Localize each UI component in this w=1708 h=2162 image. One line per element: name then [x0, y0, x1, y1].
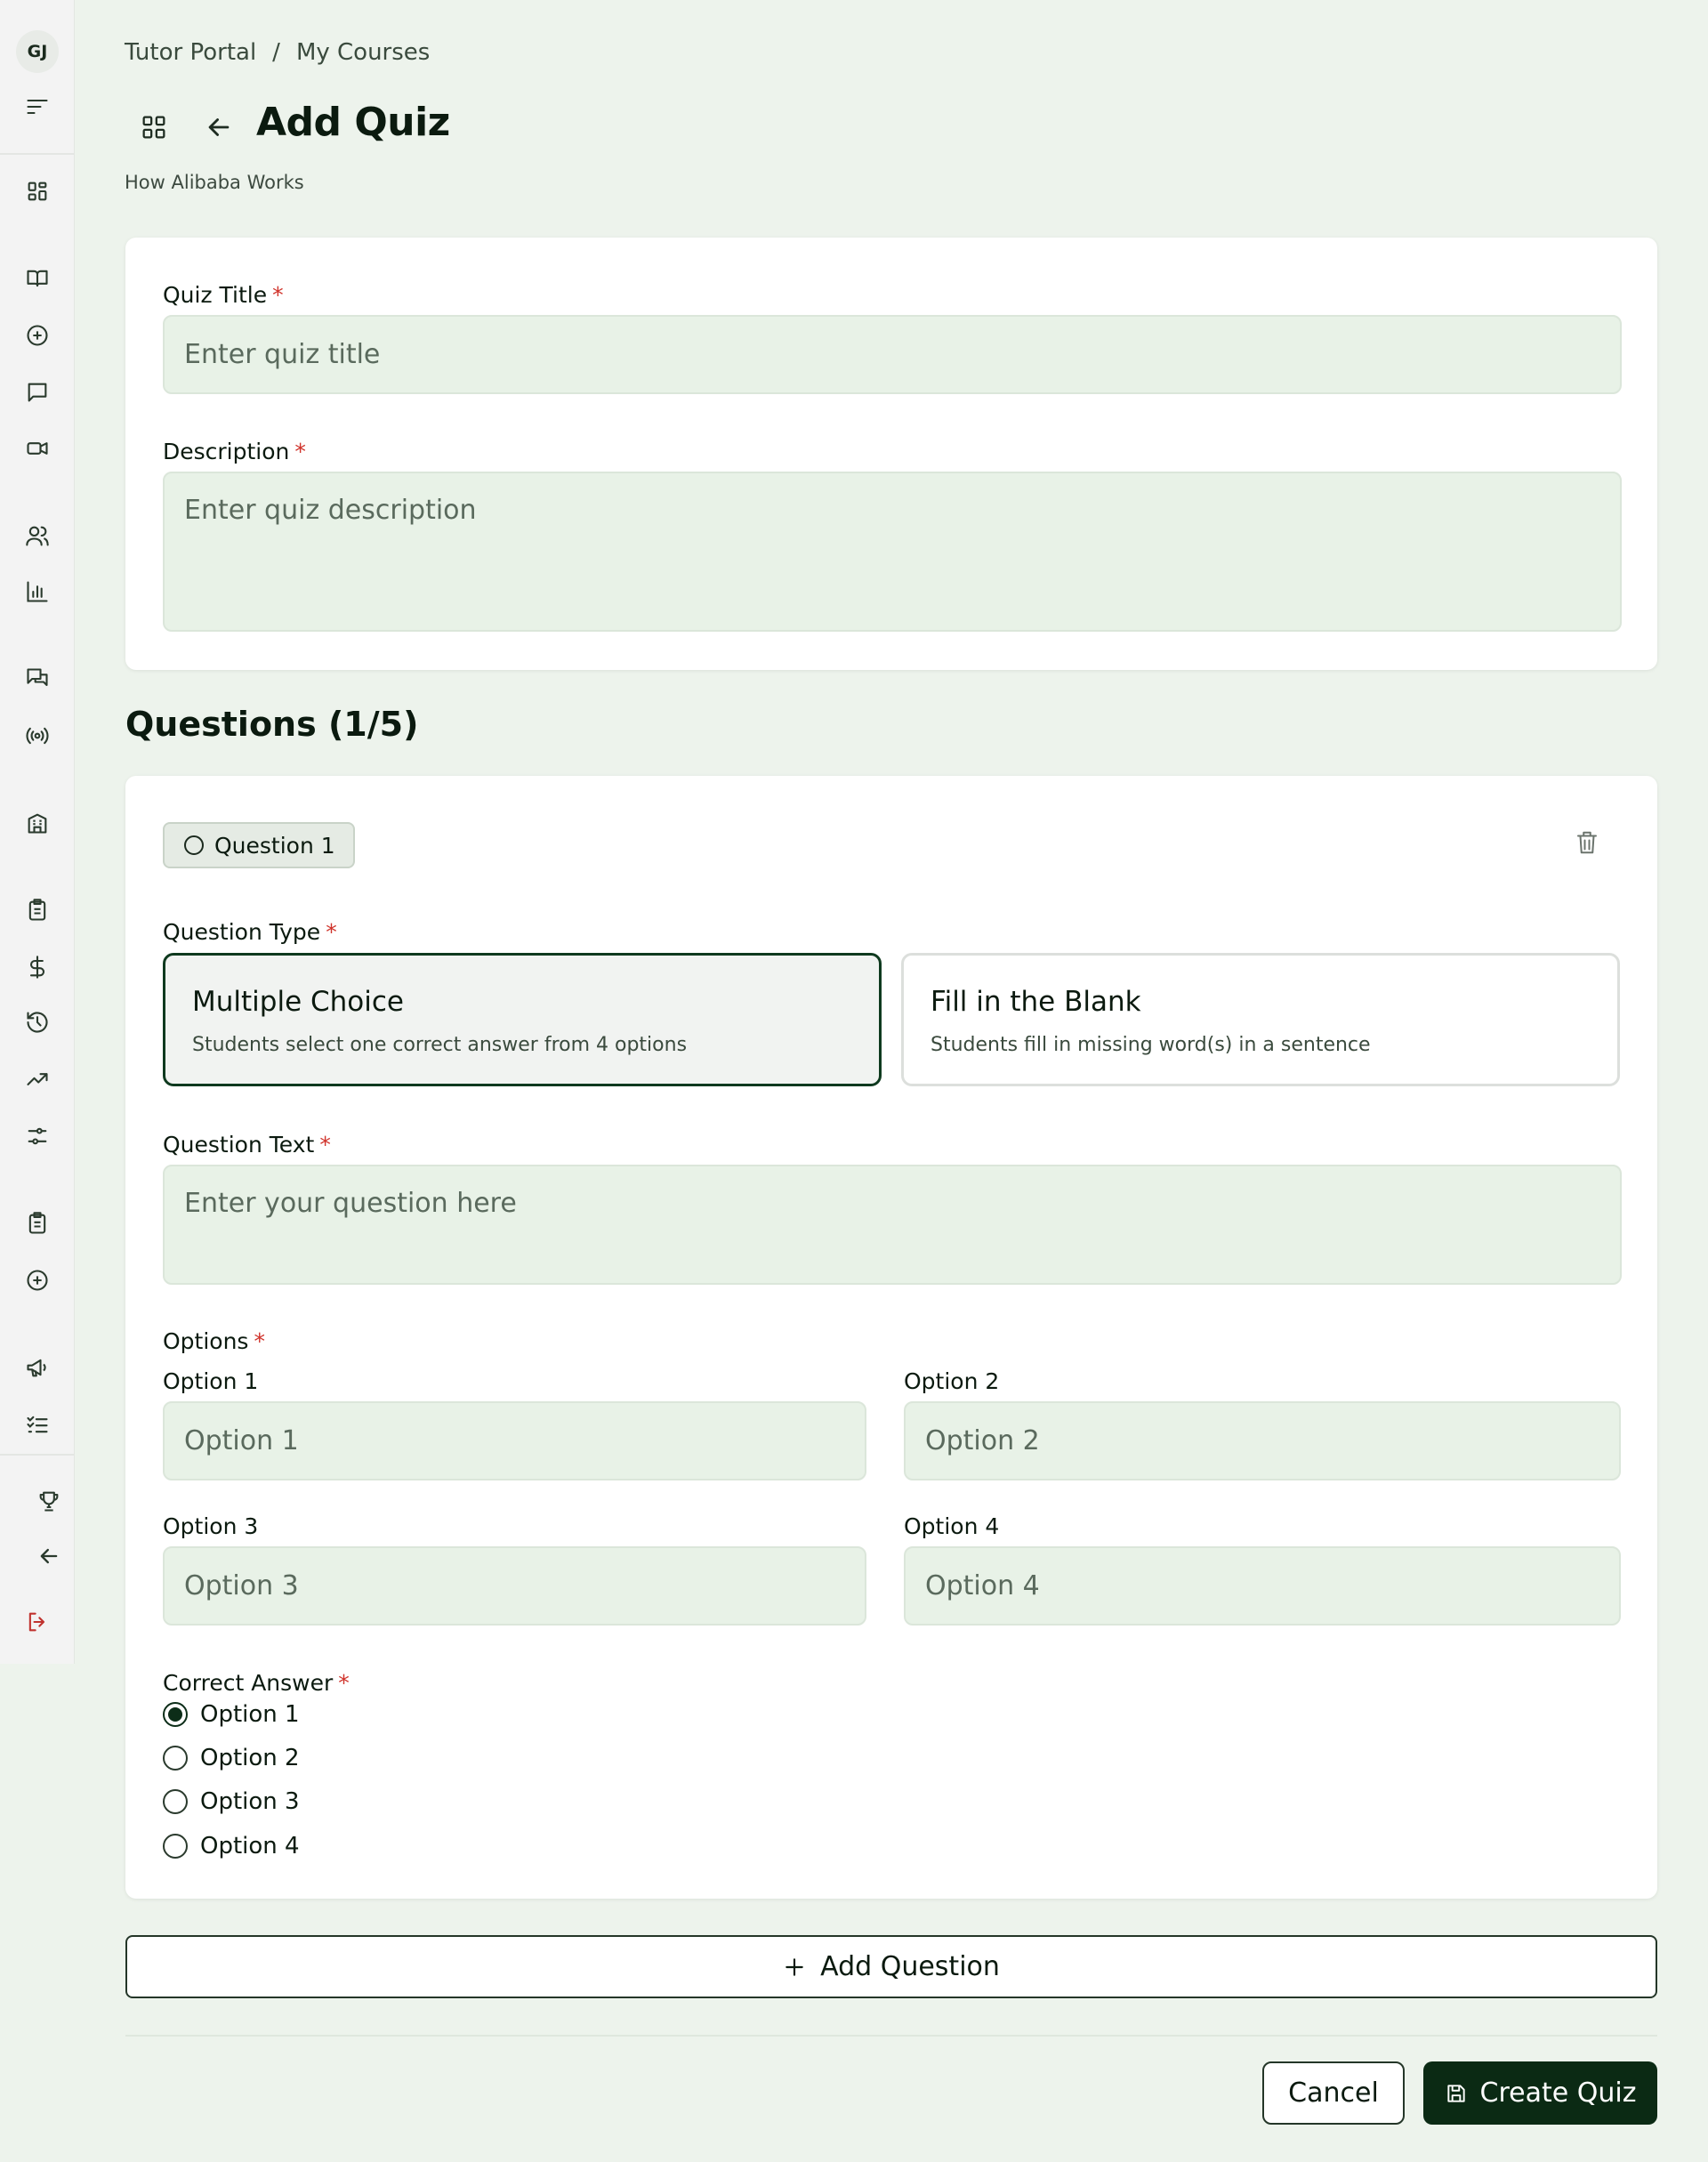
users-icon[interactable]	[22, 520, 52, 551]
dollar-icon[interactable]	[22, 952, 52, 982]
radio-selected[interactable]	[163, 1702, 188, 1727]
breadcrumb-current[interactable]: My Courses	[295, 39, 431, 66]
sidebar	[0, 0, 75, 1664]
radio-label: Option 2	[200, 1745, 300, 1771]
correct-answer-option-4[interactable]	[163, 1833, 300, 1859]
footer-divider	[125, 2035, 1657, 2037]
sidebar-divider	[0, 1454, 75, 1456]
quiz-details-card	[125, 238, 1657, 670]
options-label: Options *	[163, 1328, 265, 1354]
option-2-label: Option 2	[904, 1368, 1000, 1394]
add-question-button[interactable]	[125, 1935, 1657, 1998]
question-type-label: Question Type *	[163, 919, 337, 945]
question-card	[125, 776, 1657, 1899]
plus-circle-icon[interactable]	[22, 1265, 52, 1295]
description-input[interactable]	[163, 472, 1622, 632]
arrow-left-icon	[204, 112, 234, 142]
menu-icon[interactable]	[22, 92, 52, 122]
type-description: Students fill in missing word(s) in a sentence	[931, 1034, 1371, 1056]
avatar[interactable]: GJ	[16, 30, 59, 73]
logout-icon[interactable]	[22, 1607, 52, 1637]
chat-icon[interactable]	[22, 664, 52, 694]
arrow-left-icon[interactable]	[34, 1541, 64, 1571]
course-name: How Alibaba Works	[125, 172, 304, 193]
option-1-input[interactable]	[163, 1401, 866, 1480]
radio-unselected[interactable]	[163, 1789, 188, 1814]
correct-answer-option-1[interactable]	[163, 1701, 300, 1728]
clipboard-icon[interactable]	[22, 895, 52, 925]
trending-up-icon[interactable]	[22, 1064, 52, 1094]
building-icon[interactable]	[22, 808, 52, 838]
quiz-title-input[interactable]	[163, 315, 1622, 394]
megaphone-icon[interactable]	[22, 1352, 52, 1383]
grid-view-button[interactable]	[135, 109, 173, 146]
description-label: Description *	[163, 439, 306, 464]
correct-answer-option-3[interactable]	[163, 1788, 300, 1815]
question-text-label: Question Text *	[163, 1132, 331, 1158]
back-button[interactable]	[200, 109, 238, 146]
radio-unselected[interactable]	[163, 1834, 188, 1859]
questions-heading: Questions (1/5)	[125, 705, 419, 744]
create-quiz-button[interactable]	[1423, 2061, 1657, 2125]
question-number-label: Question 1	[214, 832, 335, 859]
book-icon[interactable]	[22, 263, 52, 294]
delete-question-button[interactable]	[1574, 829, 1606, 861]
correct-answer-label: Correct Answer *	[163, 1670, 350, 1696]
sliders-icon[interactable]	[22, 1121, 52, 1151]
radio-label: Option 3	[200, 1788, 300, 1815]
clipboard-list-icon[interactable]	[22, 1208, 52, 1238]
create-quiz-label: Create Quiz	[1479, 2077, 1637, 2109]
sidebar-divider	[0, 153, 75, 155]
breadcrumb-separator: /	[272, 39, 280, 66]
type-title: Multiple Choice	[192, 986, 404, 1018]
quiz-title-label: Quiz Title *	[163, 282, 284, 308]
type-description: Students select one correct answer from 4 options	[192, 1034, 688, 1056]
broadcast-icon[interactable]	[22, 721, 52, 751]
checklist-icon[interactable]	[22, 1409, 52, 1440]
correct-answer-option-2[interactable]	[163, 1745, 300, 1771]
option-4-label: Option 4	[904, 1513, 1000, 1539]
cancel-label: Cancel	[1288, 2077, 1379, 2109]
bar-chart-icon[interactable]	[22, 577, 52, 607]
plus-icon	[783, 1956, 806, 1979]
plus-circle-icon[interactable]	[22, 320, 52, 351]
breadcrumb	[125, 39, 430, 66]
question-text-input[interactable]	[163, 1165, 1622, 1285]
video-icon[interactable]	[22, 433, 52, 464]
radio-unselected[interactable]	[163, 1746, 188, 1771]
option-4-input[interactable]	[904, 1546, 1621, 1626]
type-multiple-choice[interactable]	[163, 953, 882, 1086]
option-1-label: Option 1	[163, 1368, 259, 1394]
option-2-input[interactable]	[904, 1401, 1621, 1480]
option-3-input[interactable]	[163, 1546, 866, 1626]
message-icon[interactable]	[22, 377, 52, 407]
radio-label: Option 4	[200, 1833, 300, 1859]
trophy-icon[interactable]	[34, 1486, 64, 1516]
dashboard-icon[interactable]	[22, 176, 52, 206]
cancel-button[interactable]	[1262, 2061, 1405, 2125]
type-title: Fill in the Blank	[931, 986, 1141, 1018]
page-title: Add Quiz	[256, 100, 450, 145]
breadcrumb-root[interactable]: Tutor Portal	[125, 39, 257, 66]
circle-icon	[184, 835, 204, 855]
save-icon	[1445, 2082, 1468, 2105]
history-icon[interactable]	[22, 1007, 52, 1037]
option-3-label: Option 3	[163, 1513, 259, 1539]
question-number-chip[interactable]	[163, 822, 355, 868]
grid-icon	[139, 112, 169, 142]
type-fill-in-blank[interactable]	[901, 953, 1620, 1086]
add-question-label: Add Question	[820, 1951, 1000, 1982]
trash-icon	[1574, 829, 1600, 856]
radio-label: Option 1	[200, 1701, 300, 1728]
